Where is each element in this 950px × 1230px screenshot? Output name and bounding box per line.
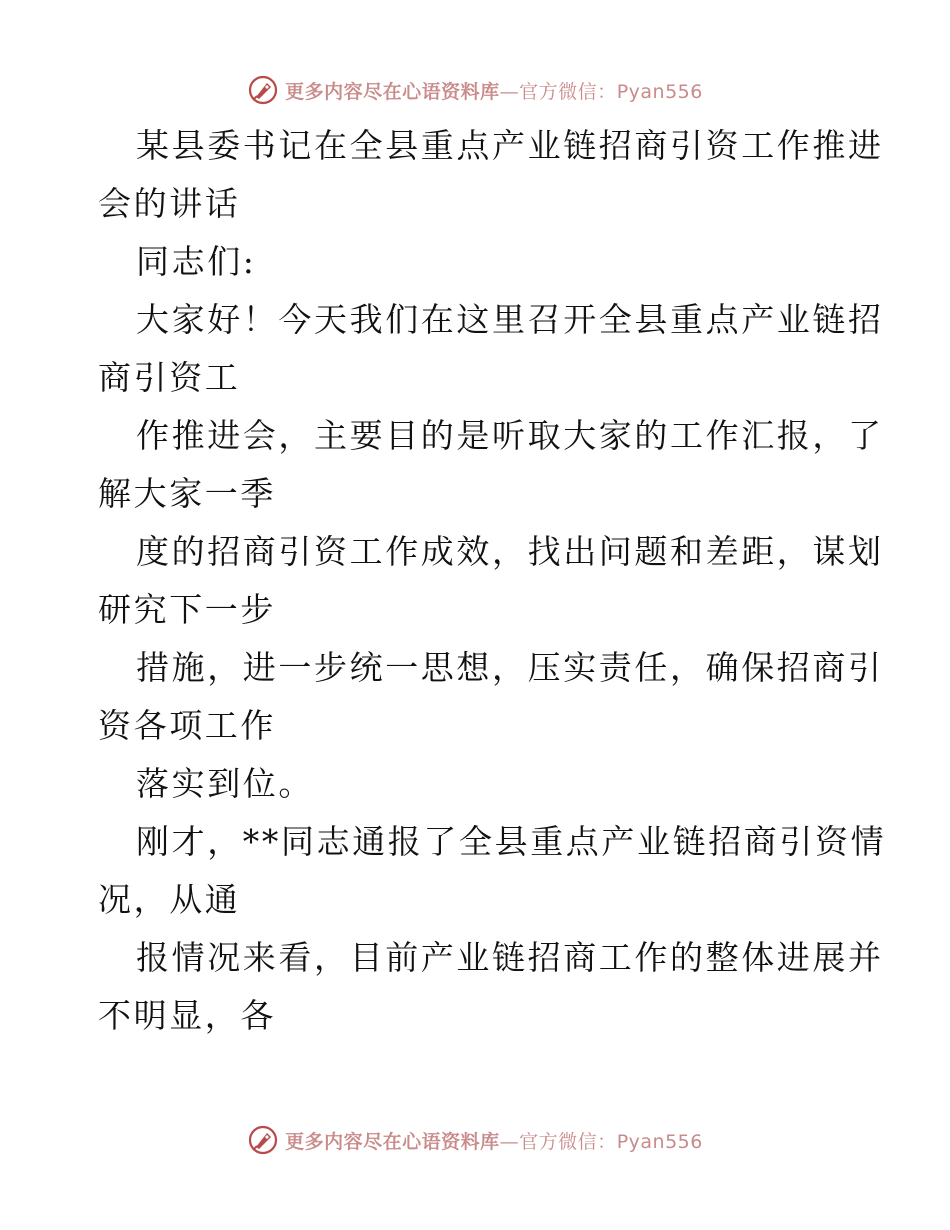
text-line: 大家好！今天我们在这里召开全县重点产业链招 xyxy=(136,300,884,339)
watermark-text xyxy=(285,77,703,104)
text-line: 同志们: xyxy=(136,242,257,281)
watermark-site-text: 更多内容尽在心语资料库 xyxy=(285,1130,500,1153)
header-watermark xyxy=(0,72,950,108)
text-line: 解大家一季 xyxy=(98,474,276,513)
watermark-wechat-id: Pyan556 xyxy=(616,80,703,103)
text-line: 况，从通 xyxy=(98,880,241,919)
footer-watermark xyxy=(0,1122,950,1158)
text-line: 作推进会，主要目的是听取大家的工作汇报，了 xyxy=(136,416,884,455)
text-line: 刚才，**同志通报了全县重点产业链招商引资情 xyxy=(136,822,887,861)
document-body xyxy=(98,117,887,1045)
text-line: 措施，进一步统一思想，压实责任，确保招商引 xyxy=(136,648,884,687)
pen-nib-circle-icon xyxy=(247,74,279,106)
watermark-text xyxy=(285,1127,703,1154)
watermark-dash: — xyxy=(499,1130,520,1153)
text-line: 不明显，各 xyxy=(98,996,276,1035)
text-line: 某县委书记在全县重点产业链招商引资工作推进 xyxy=(136,126,884,165)
watermark-dash: — xyxy=(499,80,520,103)
text-line: 落实到位。 xyxy=(136,764,314,803)
text-line: 研究下一步 xyxy=(98,590,276,629)
text-line: 报情况来看，目前产业链招商工作的整体进展并 xyxy=(136,938,884,977)
text-line: 度的招商引资工作成效，找出问题和差距，谋划 xyxy=(136,532,884,571)
watermark-wechat-label: 官方微信： xyxy=(519,1130,617,1153)
pen-nib-circle-icon xyxy=(247,1124,279,1156)
text-line: 资各项工作 xyxy=(98,706,276,745)
text-line: 会的讲话 xyxy=(98,184,241,223)
watermark-site-text: 更多内容尽在心语资料库 xyxy=(285,80,500,103)
watermark-wechat-id: Pyan556 xyxy=(616,1130,703,1153)
text-line: 商引资工 xyxy=(98,358,241,397)
watermark-wechat-label: 官方微信： xyxy=(519,80,617,103)
